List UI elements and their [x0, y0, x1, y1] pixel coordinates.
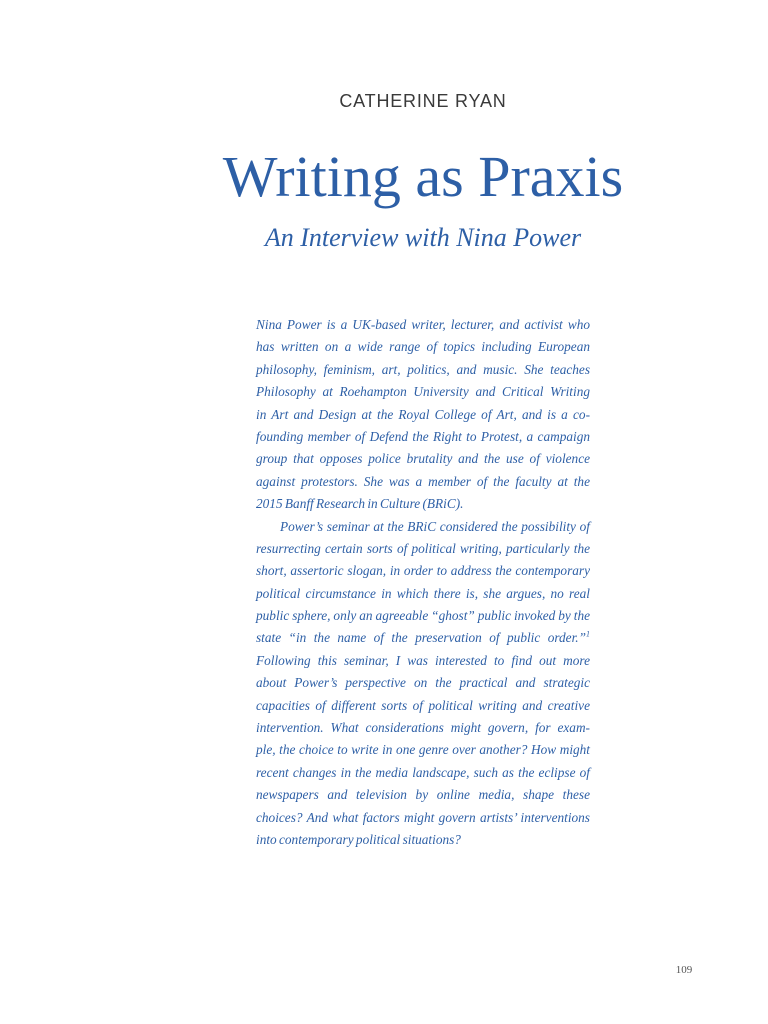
- text-line: founding member of Defend the Right to Protest, a campaign: [256, 428, 590, 444]
- text-line: Power’s seminar at the BRiC considered the possibility of: [280, 518, 590, 534]
- text-line: into contemporary political situations?: [256, 831, 461, 847]
- text-line: Philosophy at Roehampton University and Critical Writing: [256, 384, 590, 400]
- text-line: intervention. What considerations might govern, for exam-: [256, 720, 590, 736]
- text-line: philosophy, feminism, art, politics, and music. She teaches: [256, 361, 590, 377]
- intro-text: [256, 314, 590, 851]
- text-line: Following this seminar, I was interested to find out more: [256, 652, 590, 668]
- text-line: capacities of different sorts of political writing and creative: [256, 697, 590, 713]
- footnote-marker: 1: [586, 630, 590, 640]
- text-line: short, assertoric slogan, in order to address the contemporary: [256, 563, 590, 579]
- article-subtitle: An Interview with Nina Power: [264, 223, 582, 252]
- page-number: 109: [675, 964, 693, 976]
- text-line: political circumstance in which there is, she argues, no real: [256, 585, 590, 601]
- text-line: [256, 627, 590, 649]
- author-name: CATHERINE RYAN: [339, 91, 507, 111]
- text-line: newspapers and television by online media, shape these: [256, 787, 590, 803]
- text-line: Nina Power is a UK-based writer, lecturer, and activist who: [256, 317, 590, 332]
- text-line: public sphere, only an agreeable “ghost” public invoked by the: [256, 608, 590, 624]
- text-line: group that opposes police brutality and the use of violence: [256, 451, 590, 467]
- text-line: about Power’s perspective on the practical and strategic: [256, 675, 590, 691]
- text-line-content: state “in the name of the preservation of public order.”: [256, 630, 586, 646]
- text-line: in Art and Design at the Royal College of Art, and is a co-: [256, 406, 590, 422]
- text-line: recent changes in the media landscape, such as the eclipse of: [256, 764, 590, 780]
- text-line: against protestors. She was a member of the faculty at the: [256, 473, 590, 489]
- article-title: Writing as Praxis: [222, 144, 624, 209]
- text-line: has written on a wide range of topics including European: [256, 339, 590, 355]
- text-line: 2015 Banff Research in Culture (BRiC).: [256, 496, 464, 512]
- intro-paragraph: [256, 314, 590, 516]
- text-line: ple, the choice to write in one genre over another? How might: [256, 742, 590, 758]
- text-line: choices? And what factors might govern artists’ interventions: [256, 809, 590, 825]
- intro-paragraph: [256, 516, 590, 852]
- text-line: resurrecting certain sorts of political writing, particularly the: [256, 540, 590, 556]
